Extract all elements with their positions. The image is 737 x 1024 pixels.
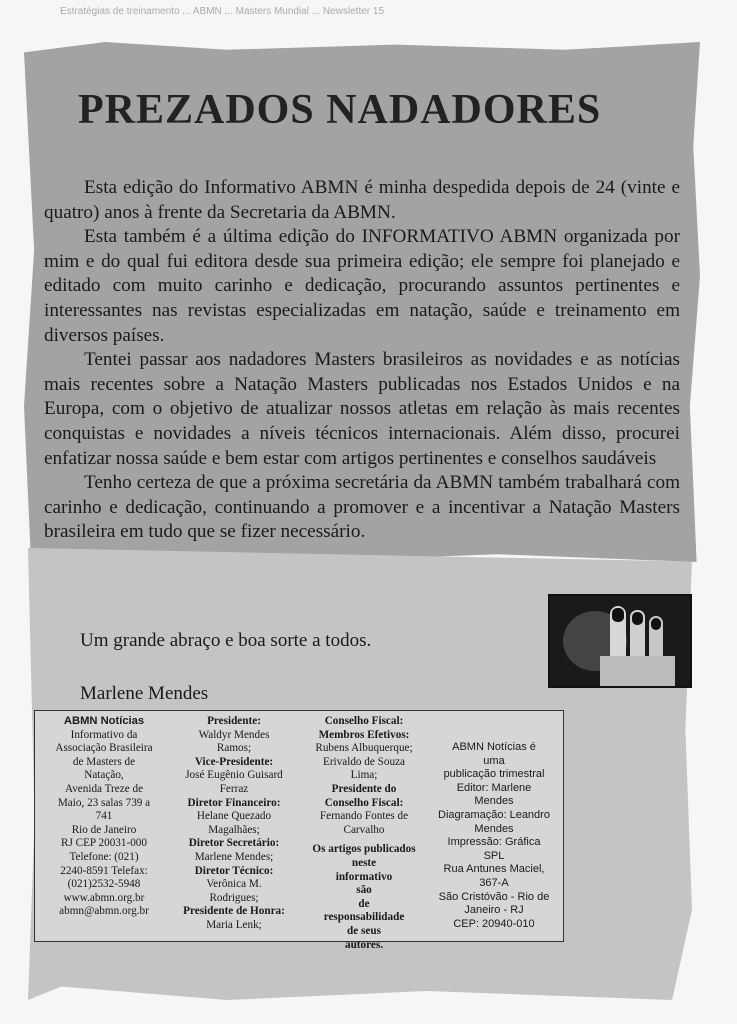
disclaimer-line: autores. xyxy=(344,938,383,951)
role-heading: Presidente: xyxy=(207,715,261,727)
role-name: Ferraz xyxy=(219,782,249,795)
role-name: Ramos; xyxy=(216,742,252,755)
role-heading: Diretor Técnico: xyxy=(194,864,274,877)
publication-line: Mendes xyxy=(474,795,514,808)
imprint-line: Telefone: (021) xyxy=(69,850,139,863)
role-heading: Diretor Secretário: xyxy=(188,837,280,850)
role-name: Waldyr Mendes xyxy=(198,728,270,741)
bleed-through-text: Estratégias de treinamento ... ABMN ... Masters Mundial ... Newsletter 15 xyxy=(60,6,385,17)
hand-photo xyxy=(548,594,692,688)
disclaimer-line: responsabilidade xyxy=(323,911,405,924)
role-name: Magalhães; xyxy=(208,823,260,836)
council-president: Carvalho xyxy=(343,823,385,836)
publication-line: CEP: 20940-010 xyxy=(453,917,535,930)
disclaimer-line: neste xyxy=(351,856,377,869)
council-member: Rubens Albuquerque; xyxy=(315,742,413,755)
council-heading: Conselho Fiscal: xyxy=(324,796,404,809)
imprint-line: Rio de Janeiro xyxy=(71,823,137,836)
disclaimer-line: de xyxy=(358,897,370,910)
publication-line: uma xyxy=(483,754,505,767)
hand-image-icon xyxy=(550,596,690,686)
imprint-column-contact xyxy=(39,715,169,937)
imprint-column-publication xyxy=(429,715,559,937)
imprint-heading: ABMN Notícias xyxy=(63,715,145,727)
publication-line: Mendes xyxy=(474,822,514,835)
imprint-box xyxy=(34,710,564,951)
imprint-column-board xyxy=(169,715,299,937)
imprint-line: RJ CEP 20031-000 xyxy=(61,837,147,850)
role-heading: Diretor Financeiro: xyxy=(187,796,281,809)
publication-line: ABMN Notícias é xyxy=(452,741,536,753)
imprint-line: 741 xyxy=(95,810,113,823)
council-heading: Conselho Fiscal: xyxy=(324,715,404,727)
council-president: Fernando Fontes de xyxy=(319,810,409,823)
role-heading: Vice-Presidente: xyxy=(194,755,274,768)
imprint-line: Informativo da xyxy=(70,728,138,741)
publication-line: SPL xyxy=(483,849,505,862)
disclaimer-line: Os artigos publicados xyxy=(312,843,416,856)
publication-line: Diagramação: Leandro xyxy=(438,808,550,821)
role-heading: Presidente de Honra: xyxy=(183,905,285,918)
imprint-line: Associação Brasileira xyxy=(55,742,153,755)
imprint-line: Avenida Treze de xyxy=(64,782,144,795)
imprint-line: (021)2532-5948 xyxy=(67,878,141,891)
role-name: Helane Quezado xyxy=(196,810,272,823)
publication-line: Impressão: Gráfica xyxy=(447,836,541,849)
letter-body xyxy=(44,176,680,545)
paragraph: Esta também é a última edição do INFORMATIVO ABMN organizada por mim e do qual fui editora desde sua primeira edição; ele sempre foi planejado e editado com muito carinho e dedicação, procurando assuntos pertinentes e interessantes nas revistas especializadas em natação, saúde e treinamento em diversos países. xyxy=(44,226,680,346)
publication-line: São Cristóvão - Rio de xyxy=(438,890,550,903)
council-member: Erivaldo de Souza xyxy=(322,755,406,768)
imprint-line: www.abmn.org.br xyxy=(63,891,145,904)
council-heading: Membros Efetivos: xyxy=(318,728,410,741)
imprint-column-council xyxy=(299,715,429,951)
signature: Marlene Mendes xyxy=(80,683,209,704)
imprint-line: Maio, 23 salas 739 a xyxy=(57,796,151,809)
closing-line: Um grande abraço e boa sorte a todos. xyxy=(80,630,372,651)
imprint-line: 2240-8591 Telefax: xyxy=(60,864,148,877)
publication-line: Editor: Marlene xyxy=(456,781,532,794)
role-name: Verônica M. xyxy=(206,878,262,891)
imprint-line: abmn@abmn.org.br xyxy=(59,905,149,918)
role-name: Rodrigues; xyxy=(209,891,259,904)
publication-line: publicação trimestral xyxy=(443,768,545,781)
imprint-line: de Masters de xyxy=(72,755,136,768)
imprint-line: Natação, xyxy=(84,769,124,782)
disclaimer-line: de seus xyxy=(347,924,381,937)
council-member: Lima; xyxy=(350,769,378,782)
council-heading: Presidente do xyxy=(331,782,397,795)
publication-line: Janeiro - RJ xyxy=(464,904,524,917)
role-name: José Eugênio Guisard xyxy=(185,769,283,782)
publication-line: 367-A xyxy=(479,876,509,889)
publication-line: Rua Antunes Maciel, xyxy=(443,863,545,876)
page-title: PREZADOS NADADORES xyxy=(78,87,602,133)
paragraph: Tentei passar aos nadadores Masters brasileiros as novidades e as notícias mais recentes sobre a Natação Masters publicadas nos Estados Unidos e na Europa, com o objetivo de atualizar nossos atletas em relação às mais recentes conquistas e novidades a níveis técnicos internacionais. Além disso, procurei enfatizar nossa saúde e bem estar com artigos pertinentes e conselhos saudáveis xyxy=(44,349,680,469)
paragraph: Esta edição do Informativo ABMN é minha despedida depois de 24 (vinte e quatro) anos à frente da Secretaria da ABMN. xyxy=(44,177,680,223)
disclaimer-line: são xyxy=(356,884,372,897)
role-name: Marlene Mendes; xyxy=(194,850,274,863)
role-name: Maria Lenk; xyxy=(206,918,262,931)
paragraph: Tenho certeza de que a próxima secretária da ABMN também trabalhará com carinho e dedicação, continuando a promover e a incentivar a Natação Masters brasileira em tudo que se fizer necessário. xyxy=(44,472,680,543)
disclaimer-line: informativo xyxy=(335,870,393,883)
